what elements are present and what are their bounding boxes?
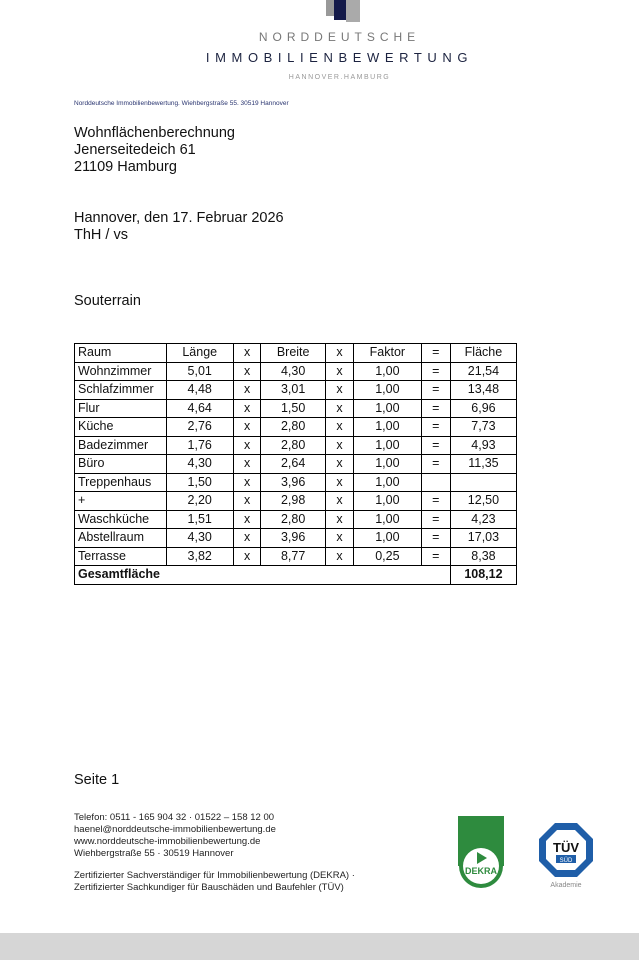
table-cell: =: [421, 399, 450, 418]
table-row: [75, 547, 517, 566]
table-cell: [421, 473, 450, 492]
table-cell: 5,01: [166, 362, 233, 381]
table-cell: 17,03: [450, 529, 516, 548]
table-cell: 2,80: [261, 436, 326, 455]
sender-line: Norddeutsche Immobilienbewertung. Wiehbergstraße 55. 30519 Hannover: [74, 100, 289, 107]
table-cell: Wohnzimmer: [75, 362, 167, 381]
table-cell: x: [325, 529, 353, 548]
table-cell: Raum: [75, 344, 167, 363]
table-cell: Treppenhaus: [75, 473, 167, 492]
table-cell: x: [233, 510, 261, 529]
tuv-seal-icon: [538, 822, 594, 878]
table-cell: =: [421, 547, 450, 566]
table-cell: 1,00: [354, 510, 421, 529]
footer-contact: [74, 812, 276, 860]
table-cell: Badezimmer: [75, 436, 167, 455]
table-cell: Abstellraum: [75, 529, 167, 548]
table-cell: Breite: [261, 344, 326, 363]
table-cell: 4,93: [450, 436, 516, 455]
table-cell: =: [421, 436, 450, 455]
svg-text:TÜV: TÜV: [553, 840, 579, 855]
table-cell: x: [325, 418, 353, 437]
table-cell: 7,73: [450, 418, 516, 437]
table-cell: 8,77: [261, 547, 326, 566]
table-cell: x: [325, 436, 353, 455]
table-cell: x: [233, 399, 261, 418]
table-cell: 6,96: [450, 399, 516, 418]
table-cell: 1,00: [354, 399, 421, 418]
area-table: [74, 343, 517, 585]
table-cell: x: [325, 362, 353, 381]
table-cell: 3,96: [261, 529, 326, 548]
table-cell: 1,00: [354, 362, 421, 381]
date-line: Hannover, den 17. Februar 2026: [74, 210, 284, 226]
recipient-address: [74, 125, 235, 176]
floor-heading: Souterrain: [74, 293, 141, 309]
footer-email: haenel@norddeutsche-immobilienbewertung.de: [74, 824, 276, 835]
cert-tuv: Zertifizierter Sachkundiger für Bauschäden und Baufehler (TÜV): [74, 882, 344, 893]
table-row: [75, 529, 517, 548]
table-cell: Länge: [166, 344, 233, 363]
brand-name-line2: IMMOBILIENBEWERTUNG: [205, 50, 474, 65]
table-cell: 1,00: [354, 473, 421, 492]
reference-line: ThH / vs: [74, 227, 128, 243]
page-number: Seite 1: [74, 772, 120, 788]
akademie-label: Akademie: [550, 882, 582, 889]
city: 21109 Hamburg: [74, 159, 177, 175]
brand-name-line1: NORDDEUTSCHE: [258, 30, 421, 44]
table-cell: =: [421, 492, 450, 511]
table-cell: x: [325, 399, 353, 418]
date-block: [74, 210, 284, 244]
table-cell: x: [233, 381, 261, 400]
table-cell: 1,00: [354, 436, 421, 455]
table-cell: 1,00: [354, 492, 421, 511]
table-cell: Terrasse: [75, 547, 167, 566]
table-cell: =: [421, 529, 450, 548]
table-row: [75, 418, 517, 437]
table-cell: Faktor: [354, 344, 421, 363]
table-cell: x: [233, 455, 261, 474]
table-cell: x: [233, 344, 261, 363]
table-cell: x: [325, 473, 353, 492]
table-cell: Waschküche: [75, 510, 167, 529]
table-cell: 2,64: [261, 455, 326, 474]
total-row: [75, 566, 517, 585]
bottom-bar: [0, 933, 639, 960]
table-row: [75, 399, 517, 418]
table-cell: x: [233, 473, 261, 492]
table-cell: +: [75, 492, 167, 511]
table-row: [75, 381, 517, 400]
table-row: [75, 492, 517, 511]
table-cell: 21,54: [450, 362, 516, 381]
table-cell: 1,00: [354, 529, 421, 548]
table-cell: =: [421, 510, 450, 529]
table-cell: 4,30: [166, 455, 233, 474]
svg-text:SÜD: SÜD: [559, 858, 573, 864]
table-cell: 8,38: [450, 547, 516, 566]
total-value: 108,12: [450, 566, 516, 585]
table-cell: 1,00: [354, 418, 421, 437]
table-cell: 1,50: [261, 399, 326, 418]
dekra-seal-icon: [458, 816, 504, 888]
table-cell: 1,00: [354, 455, 421, 474]
cert-dekra: Zertifizierter Sachverständiger für Immobilienbewertung (DEKRA) ·: [74, 870, 355, 881]
table-cell: 2,80: [261, 510, 326, 529]
table-cell: 1,51: [166, 510, 233, 529]
table-row: [75, 362, 517, 381]
svg-text:DEKRA: DEKRA: [464, 866, 498, 876]
table-cell: 1,76: [166, 436, 233, 455]
table-row: [75, 473, 517, 492]
table-cell: x: [325, 547, 353, 566]
table-cell: x: [325, 492, 353, 511]
table-cell: 4,30: [261, 362, 326, 381]
brand-locations: HANNOVER.HAMBURG: [288, 74, 391, 81]
table-cell: 2,80: [261, 418, 326, 437]
table-header-row: [75, 344, 517, 363]
footer-phone: Telefon: 0511 - 165 904 32 · 01522 – 158 12 00: [74, 812, 275, 823]
table-cell: 1,00: [354, 381, 421, 400]
table-cell: =: [421, 418, 450, 437]
footer-web: www.norddeutsche-immobilienbewertung.de: [74, 836, 261, 847]
table-cell: x: [233, 547, 261, 566]
table-cell: 0,25: [354, 547, 421, 566]
table-cell: [450, 473, 516, 492]
table-cell: Büro: [75, 455, 167, 474]
table-cell: =: [421, 455, 450, 474]
table-cell: Flur: [75, 399, 167, 418]
table-cell: 2,20: [166, 492, 233, 511]
footer-street: Wiehbergstraße 55 · 30519 Hannover: [74, 848, 234, 859]
table-cell: =: [421, 362, 450, 381]
table-cell: x: [325, 344, 353, 363]
table-cell: =: [421, 381, 450, 400]
table-cell: Fläche: [450, 344, 516, 363]
table-cell: 4,23: [450, 510, 516, 529]
table-cell: 4,48: [166, 381, 233, 400]
table-cell: 2,98: [261, 492, 326, 511]
table-cell: 2,76: [166, 418, 233, 437]
table-cell: 3,01: [261, 381, 326, 400]
table-cell: Küche: [75, 418, 167, 437]
table-cell: x: [233, 492, 261, 511]
total-label: Gesamtfläche: [75, 566, 451, 585]
table-cell: x: [325, 381, 353, 400]
table-cell: 13,48: [450, 381, 516, 400]
table-cell: 3,96: [261, 473, 326, 492]
table-cell: 1,50: [166, 473, 233, 492]
table-cell: x: [325, 455, 353, 474]
table-cell: x: [233, 362, 261, 381]
table-cell: 4,30: [166, 529, 233, 548]
footer-certifications: [74, 870, 355, 894]
table-cell: 3,82: [166, 547, 233, 566]
table-cell: x: [233, 418, 261, 437]
company-logo-icon: [326, 0, 362, 22]
table-cell: 4,64: [166, 399, 233, 418]
table-cell: =: [421, 344, 450, 363]
table-cell: 11,35: [450, 455, 516, 474]
table-row: [75, 510, 517, 529]
document-title: Wohnflächenberechnung: [74, 125, 235, 141]
street: Jenerseitedeich 61: [74, 142, 196, 158]
table-cell: Schlafzimmer: [75, 381, 167, 400]
table-cell: 12,50: [450, 492, 516, 511]
table-cell: x: [325, 510, 353, 529]
table-cell: x: [233, 529, 261, 548]
table-row: [75, 455, 517, 474]
table-row: [75, 436, 517, 455]
table-cell: x: [233, 436, 261, 455]
